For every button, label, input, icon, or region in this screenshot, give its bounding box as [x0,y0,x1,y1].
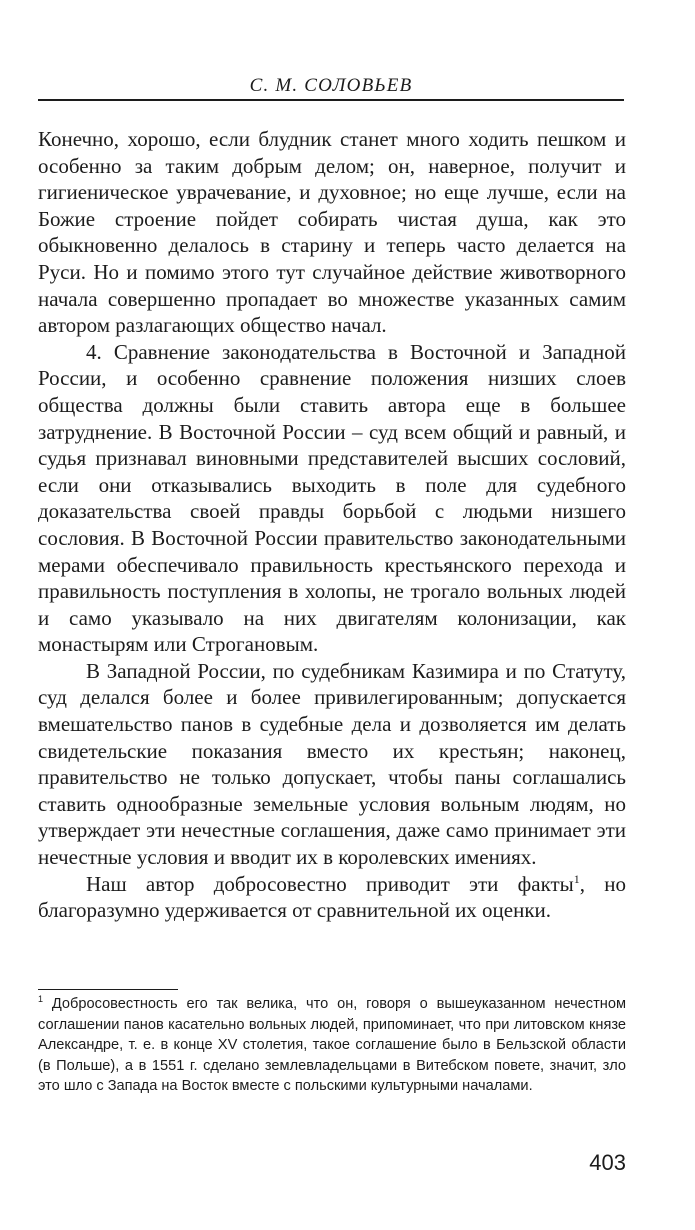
paragraph: 4. Сравнение законодательства в Восточной и Западной России, и особенно сравнение положения низших слоев общества должны были ставить автора еще в большее затруднение. В Восточной России – суд всем общий и равный, и судья признавал виновными представителей высших сословий, если они отказывались выходить в поле для судебного доказательства своей правды борьбой с людьми низшего сословия. В Восточной России правительство законодательными мерами обеспечивало правильность крестьянского перехода и правильность поступления в холопы, не трогало вольных людей и само указывало на них двигателям колонизации, как монастырям или Строгановым. [38,339,626,657]
footnote-reference[interactable]: 1 [573,871,580,886]
header-divider [38,99,624,101]
footnote [38,994,626,1097]
footnote-text: Добросовестность его так велика, что он, говоря о вышеуказанном нечестном соглашении панов касательно вольных людей, припоминает, что при литовском князе Александре, т. е. в конце XV столетия, такое соглашение было в Бельзской области (в Польше), а в 1551 г. сделано землевладельцами в Витебском повете, значит, зло это шло с Запада на Восток вместе с польскими культурными началами. [38,996,626,1095]
main-text [38,126,626,924]
paragraph: В Западной России, по судебникам Казимира и по Статуту, суд делался более и более привилегированным; допускается вмешательство панов в судебные дела и дозволяется им делать свидетельские показания вместо их крестьян; наконец, правительство не только допускает, чтобы паны соглашались ставить однообразные земельные условия вольным людям, но утверждает эти нечестные соглашения, даже само принимает эти нечестные условия и вводит их в королевских имениях. [38,658,626,870]
page-number: 403 [589,1150,626,1175]
footnote-divider [38,989,178,990]
paragraph [38,871,626,924]
paragraph: Конечно, хорошо, если блудник станет много ходить пешком и особенно за таким добрым делом; он, наверное, получит и гигиеническое уврачевание, и духовное; но еще лучше, если на Божие строение пойдет собирать чистая душа, как это обыкновенно делалось в старину и теперь часто делается на Руси. Но и помимо этого тут случайное действие животворного начала совершенно пропадает во множестве указанных самим автором разлагающих общество начал. [38,127,626,338]
paragraph-text: , но благоразумно удерживается от сравнительной их оценки. [38,871,626,923]
running-header: С. М. СОЛОВЬЕВ [249,75,413,96]
footnote-marker: 1 [38,994,44,1005]
paragraph-text: Наш автор добросовестно приводит эти факты [86,871,574,896]
